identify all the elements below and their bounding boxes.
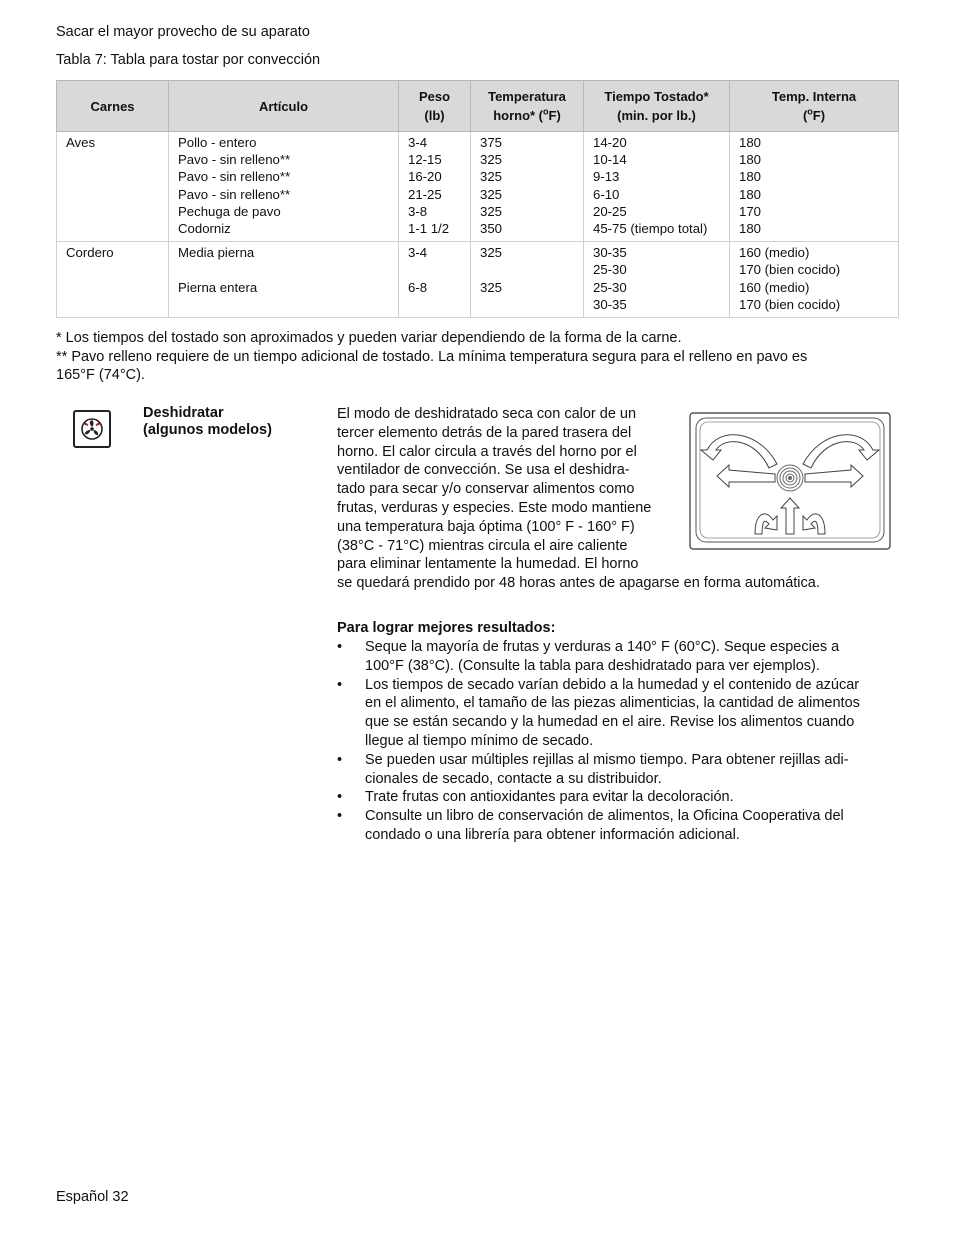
list-item: • Seque la mayoría de frutas y verduras a 140° F (60°C). Seque especies a 100°F (38°C). (Consulte la tabla para deshidratado para ver ejemplos). [337, 639, 840, 674]
cell-temp-interna: 180 180 180 180 170 180 [730, 132, 899, 242]
cell-temp-interna: 160 (medio) 170 (bien cocido) 160 (medio) 170 (bien cocido) [730, 242, 899, 318]
cell-carnes: Cordero [57, 242, 169, 318]
best-results-heading: Para lograr mejores resultados: [337, 620, 556, 636]
page-footer: Español 32 [56, 1189, 129, 1205]
footnote-2-line-2: 165°F (74°C). [56, 367, 145, 384]
table-row [57, 242, 899, 318]
list-item: • Se pueden usar múltiples rejillas al mismo tiempo. Para obtener rejillas adi- cionales de secado, contacte a su distribuidor. [337, 751, 849, 787]
cell-temperatura: 375 325 325 325 325 350 [471, 132, 584, 242]
cell-peso: 3-4 6-8 [399, 242, 471, 318]
cell-articulo: Pollo - entero Pavo - sin relleno** Pavo - sin relleno** Pavo - sin relleno** Pechuga de pavo Codorniz [169, 132, 399, 242]
col-header-peso: Peso (lb) [399, 81, 471, 132]
footnote-1: * Los tiempos del tostado son aproximados y pueden variar dependiendo de la forma de la carne. [56, 330, 682, 346]
best-results-list [337, 638, 907, 845]
col-header-carnes: Carnes [57, 81, 169, 132]
footnote-2-line-1: ** Pavo relleno requiere de un tiempo adicional de tostado. La mínima temperatura segura para el relleno en pavo es [56, 348, 808, 365]
col-header-temp-interna: Temp. Interna ($^o$F) [730, 81, 899, 132]
running-header: Sacar el mayor provecho de su aparato [56, 24, 310, 40]
oven-airflow-diagram [689, 412, 891, 550]
cell-tiempo: 14-20 10-14 9-13 6-10 20-25 45-75 (tiempo total) [584, 132, 730, 242]
col-header-tiempo: Tiempo Tostado* (min. por lb.) [584, 81, 730, 132]
cell-peso: 3-4 12-15 16-20 21-25 3-8 1-1 1/2 [399, 132, 471, 242]
list-item: • Consulte un libro de conservación de alimentos, la Oficina Cooperativa del condado o una librería para obtener información adicional. [337, 808, 844, 843]
mode-title: Deshidratar (algunos modelos) [143, 405, 272, 438]
table-header-row [57, 81, 899, 132]
cell-articulo: Media pierna Pierna entera [169, 242, 399, 318]
table-caption: Tabla 7: Tabla para tostar por convección [56, 52, 321, 68]
cell-tiempo: 30-35 25-30 25-30 30-35 [584, 242, 730, 318]
col-header-articulo: Artículo [169, 81, 399, 132]
convection-fan-icon [73, 410, 111, 448]
cell-carnes: Aves [57, 132, 169, 242]
cell-temperatura: 325 325 [471, 242, 584, 318]
dehydrate-description: El modo de deshidratado seca con calor de un tercer elemento detrás de la pared trasera del horno. El calor circula a través del horno por el ventilador de convección. Se usa el deshidra- tado para secar y/o conservar alimentos como frutas, verduras y especies. Este modo mantiene una temperatura baja óptima (100° F - 160° F) (38°C - 71°C) mientras circula el aire caliente para eliminar lentamente la humedad. El horno se quedará prendido por 48 horas antes de apagarse en forma automática. [337, 406, 820, 592]
col-header-temperatura: Temperatura horno* ($^o$F) [471, 81, 584, 132]
list-item: • Los tiempos de secado varían debido a la humedad y el contenido de azúcar en el alimento, el tamaño de las piezas alimenticias, la cantidad de alimentos que se están secando y la humedad en el aire. Revise los alimentos cuando llegue al tiempo mínimo de secado. [337, 676, 860, 749]
list-item: • Trate frutas con antioxidantes para evitar la decoloración. [337, 789, 734, 806]
convection-roasting-table [56, 80, 899, 318]
table-row [57, 132, 899, 242]
table-footnotes [56, 329, 906, 385]
